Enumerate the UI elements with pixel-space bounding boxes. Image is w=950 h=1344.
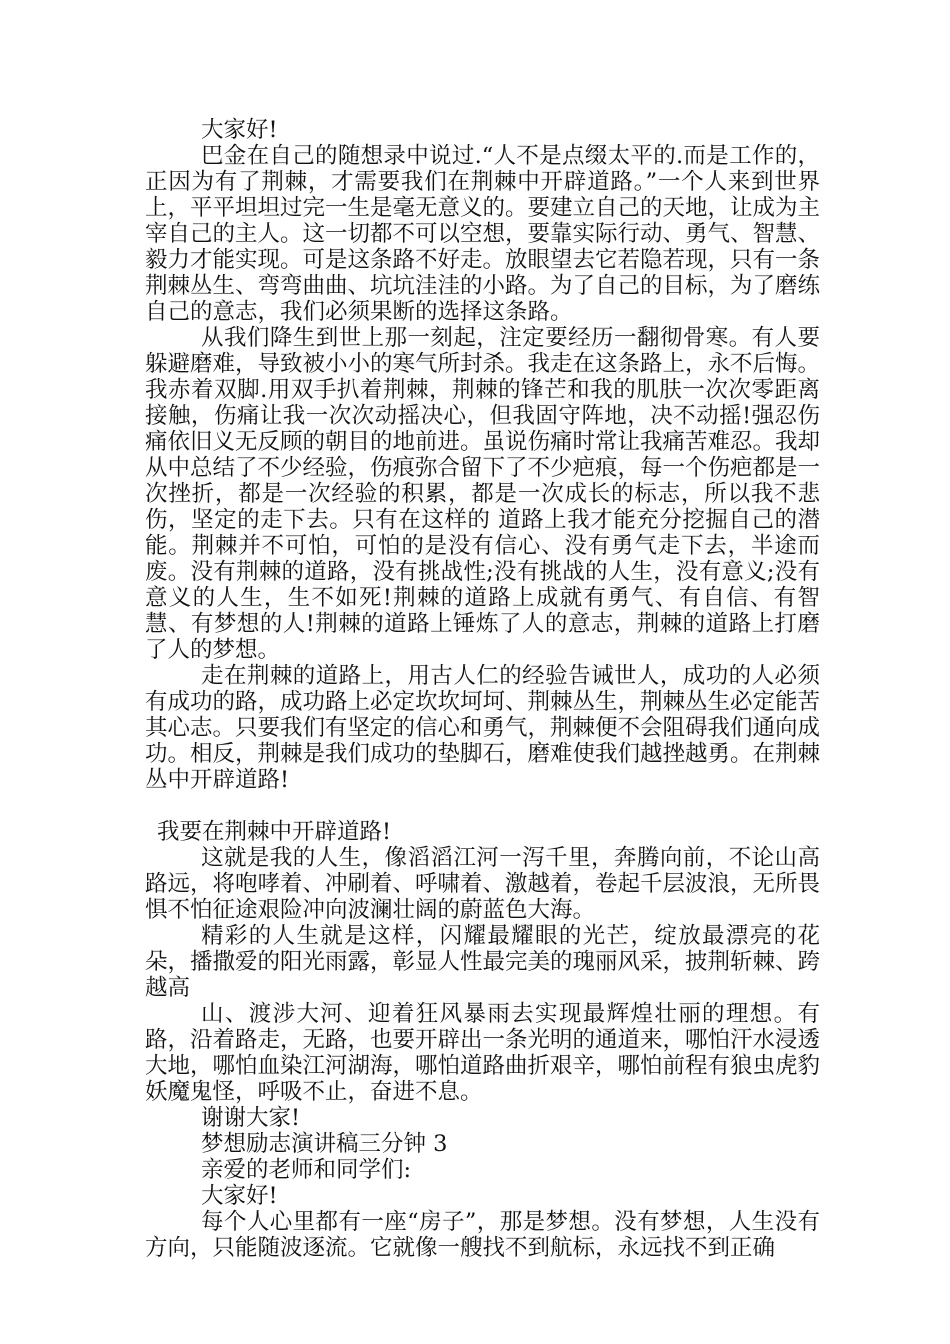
greeting-2: 大家好! [201, 1183, 278, 1209]
thanks-line: 谢谢大家! [201, 1105, 301, 1131]
speech-title: 梦想励志演讲稿三分钟 3 [201, 1131, 448, 1157]
greeting-1: 大家好! [201, 117, 278, 143]
paragraph-bajin-quote: 巴金在自己的随想录中说过.“人不是点缀太平的.而是工作的，正因为有了荆棘，才需要我们在荆棘中开辟道路。”一个人来到世界上，平平坦坦过完一生是毫无意义的。要建立自己的天地，让成为主宰自己的主人。这一切都不可以空想，要靠实际行动、勇气、智慧、毅力才能实现。可是这条路不好走。放眼望去它若隐若现，只有一条荆棘丛生、弯弯曲曲、坑坑洼洼的小路。为了自己的目标，为了磨练自己的意志，我们必须果断的选择这条路。 [145, 143, 821, 325]
document-body [145, 117, 820, 1261]
paragraph-mountains-rivers: 山、渡涉大河、迎着狂风暴雨去实现最辉煌壮丽的理想。有路，沿着路走，无路，也要开辟出一条光明的通道来，哪怕汗水浸透大地，哪怕血染江河湖海，哪怕道路曲折艰辛，哪怕前程有狼虫虎豹妖魔鬼怪，呼吸不止，奋进不息。 [145, 1001, 821, 1105]
paragraph-success-road: 走在荆棘的道路上，用古人仁的经验告诫世人，成功的人必须有成功的路，成功路上必定坎坎坷坷、荆棘丛生，荆棘丛生必定能苦其心志。只要我们有坚定的信心和勇气，荆棘便不会阻碍我们通向成功。相反，荆棘是我们成功的垫脚石，磨难使我们越挫越勇。在荆棘丛中开辟道路! [145, 663, 821, 793]
paragraph-dream-house: 每个人心里都有一座“房子”，那是梦想。没有梦想，人生没有方向，只能随波逐流。它就像一艘找不到航标，永远找不到正确 [145, 1209, 820, 1261]
paragraph-my-life: 这就是我的人生，像滔滔江河一泻千里，奔腾向前，不论山高路远，将咆哮着、冲刷着、呼啸着、激越着，卷起千层波浪，无所畏惧不怕征途艰险冲向波澜壮阔的蔚蓝色大海。 [145, 845, 821, 923]
paragraph-wonderful-life: 精彩的人生就是这样，闪耀最耀眼的光芒，绽放最漂亮的花朵，播撒爱的阳光雨露，彰显人性最完美的瑰丽风采，披荆斩棘、跨越高 [145, 923, 821, 1001]
salutation: 亲爱的老师和同学们: [201, 1157, 412, 1183]
section-heading: 我要在荆棘中开辟道路! [157, 819, 392, 845]
paragraph-thorny-road: 从我们降生到世上那一刻起，注定要经历一翻彻骨寒。有人要躲避磨难，导致被小小的寒气所封杀。我走在这条路上，永不后悔。我赤着双脚.用双手扒着荆棘，荆棘的锋芒和我的肌肤一次次零距离接触，伤痛让我一次次动摇决心，但我固守阵地，决不动摇!强忍伤痛依旧义无反顾的朝目的地前进。虽说伤痛时常让我痛苦难忍。我却从中总结了不少经验，伤痕弥合留下了不少疤痕，每一个伤疤都是一次挫折，都是一次经验的积累，都是一次成长的标志，所以我不悲伤，坚定的走下去。只有在这样的 道路上我才能充分挖掘自己的潜能。荆棘并不可怕，可怕的是没有信心、没有勇气走下去，半途而废。没有荆棘的道路，没有挑战性;没有挑战的人生，没有意义;没有意义的人生，生不如死!荆棘的道路上成就有勇气、有自信、有智慧、有梦想的人!荆棘的道路上锤炼了人的意志，荆棘的道路上打磨了人的梦想。 [145, 325, 821, 663]
blank-line [145, 793, 820, 819]
